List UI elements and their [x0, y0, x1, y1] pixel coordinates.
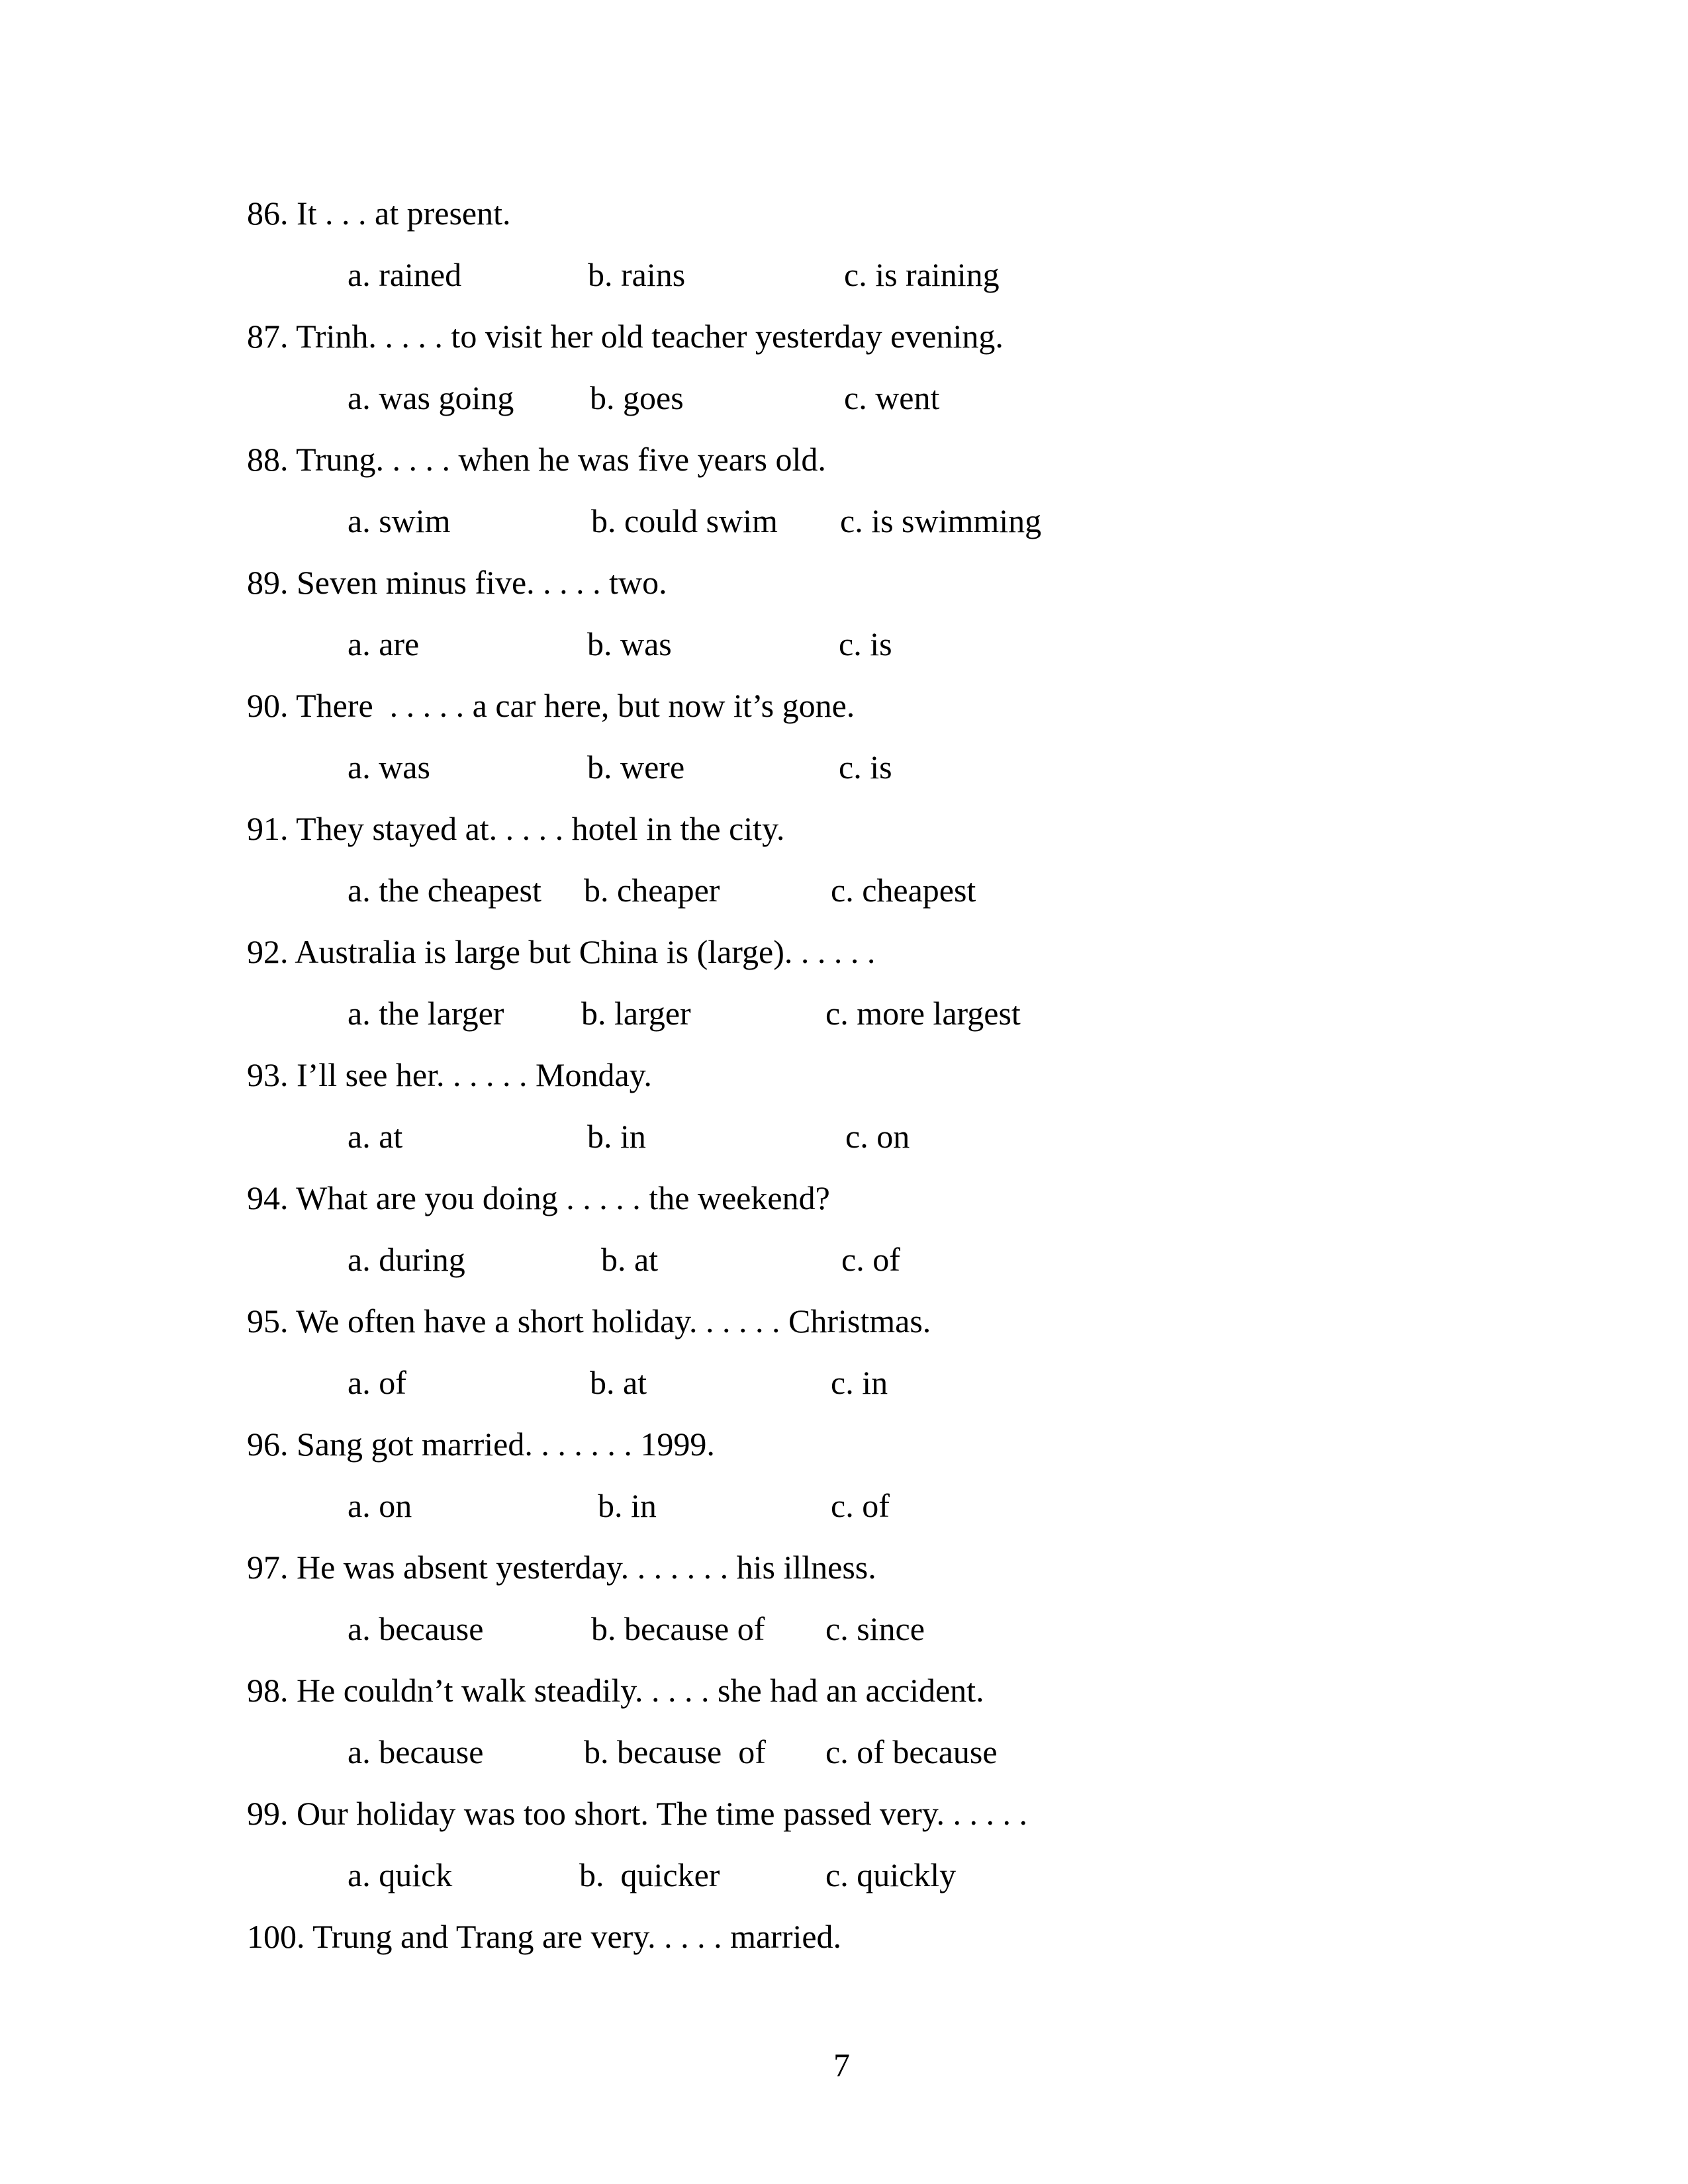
question-text: 100. Trung and Trang are very. . . . . married. — [247, 1918, 842, 1955]
question-92 — [247, 932, 1505, 1055]
option-b: b. quicker — [579, 1856, 720, 1893]
option-a: a. during — [348, 1241, 465, 1278]
option-c: c. went — [844, 379, 940, 416]
question-text: 93. I’ll see her. . . . . . Monday. — [247, 1056, 652, 1093]
option-c: c. of — [841, 1241, 900, 1278]
answer-options — [348, 1855, 1407, 1895]
option-c: c. quickly — [825, 1856, 957, 1893]
option-a: a. because — [348, 1733, 484, 1770]
answer-options — [348, 378, 1407, 418]
option-b: b. at — [601, 1241, 659, 1278]
option-c: c. of because — [825, 1733, 998, 1770]
question-text: 96. Sang got married. . . . . . . 1999. — [247, 1426, 715, 1463]
question-text: 95. We often have a short holiday. . . . . . Christmas. — [247, 1302, 931, 1340]
question-95 — [247, 1301, 1505, 1424]
option-b: b. in — [598, 1487, 657, 1524]
question-text: 87. Trinh. . . . . to visit her old teacher yesterday evening. — [247, 318, 1004, 355]
answer-options — [348, 1486, 1407, 1525]
option-a: a. are — [348, 625, 420, 662]
question-text: 89. Seven minus five. . . . . two. — [247, 564, 667, 601]
question-90 — [247, 686, 1505, 809]
answer-options — [348, 255, 1407, 295]
question-text: 91. They stayed at. . . . . hotel in the city. — [247, 810, 785, 847]
question-text: 88. Trung. . . . . when he was five years old. — [247, 441, 826, 478]
option-b: b. in — [587, 1118, 646, 1155]
option-a: a. quick — [348, 1856, 453, 1893]
answer-options — [348, 870, 1407, 910]
option-c: c. is raining — [844, 256, 1000, 293]
option-c: c. is — [839, 625, 892, 662]
page-number: 7 — [833, 2046, 850, 2083]
option-c: c. since — [825, 1610, 925, 1647]
option-c: c. is swimming — [840, 502, 1042, 539]
option-b: b. was — [587, 625, 672, 662]
option-b: b. larger — [581, 995, 691, 1032]
question-86 — [247, 193, 1505, 316]
option-a: a. rained — [348, 256, 462, 293]
option-b: b. cheaper — [584, 872, 720, 909]
option-c: c. of — [831, 1487, 890, 1524]
question-text: 92. Australia is large but China is (large). . . . . . — [247, 933, 876, 970]
option-c: c. on — [845, 1118, 910, 1155]
option-a: a. was going — [348, 379, 514, 416]
option-b: b. were — [587, 749, 685, 786]
option-c: c. is — [839, 749, 892, 786]
answer-options — [348, 1240, 1407, 1279]
question-text: 97. He was absent yesterday. . . . . . . his illness. — [247, 1549, 876, 1586]
question-text: 86. It . . . at present. — [247, 195, 511, 232]
question-97 — [247, 1547, 1505, 1670]
answer-options — [348, 624, 1407, 664]
question-94 — [247, 1178, 1505, 1301]
option-b: b. goes — [590, 379, 684, 416]
answer-options — [348, 747, 1407, 787]
option-a: a. on — [348, 1487, 412, 1524]
option-a: a. the cheapest — [348, 872, 541, 909]
question-93 — [247, 1055, 1505, 1178]
option-b: b. at — [590, 1364, 647, 1401]
option-b: b. because of — [591, 1610, 765, 1647]
question-96 — [247, 1424, 1505, 1547]
question-text: 90. There . . . . . a car here, but now it’s gone. — [247, 687, 855, 724]
question-98 — [247, 1670, 1505, 1794]
option-b: b. could swim — [591, 502, 778, 539]
option-c: c. cheapest — [831, 872, 976, 909]
answer-options — [348, 1609, 1407, 1649]
option-c: c. in — [831, 1364, 888, 1401]
answer-options — [348, 1116, 1407, 1156]
option-a: a. at — [348, 1118, 403, 1155]
question-99 — [247, 1794, 1505, 1917]
option-b: b. because of — [584, 1733, 766, 1770]
question-text: 99. Our holiday was too short. The time passed very. . . . . . — [247, 1795, 1027, 1832]
option-b: b. rains — [588, 256, 686, 293]
answer-options — [348, 1732, 1407, 1772]
answer-options — [348, 1363, 1407, 1402]
option-a: a. of — [348, 1364, 406, 1401]
question-list — [247, 193, 1505, 1970]
answer-options — [348, 993, 1407, 1033]
question-88 — [247, 439, 1505, 563]
option-c: c. more largest — [825, 995, 1021, 1032]
option-a: a. was — [348, 749, 430, 786]
answer-options — [348, 501, 1407, 541]
question-91 — [247, 809, 1505, 932]
question-100 — [247, 1917, 1505, 1970]
option-a: a. because — [348, 1610, 484, 1647]
question-text: 98. He couldn’t walk steadily. . . . . she had an accident. — [247, 1672, 984, 1709]
option-a: a. swim — [348, 502, 451, 539]
question-text: 94. What are you doing . . . . . the weekend? — [247, 1179, 830, 1216]
question-89 — [247, 563, 1505, 686]
question-87 — [247, 316, 1505, 439]
option-a: a. the larger — [348, 995, 504, 1032]
